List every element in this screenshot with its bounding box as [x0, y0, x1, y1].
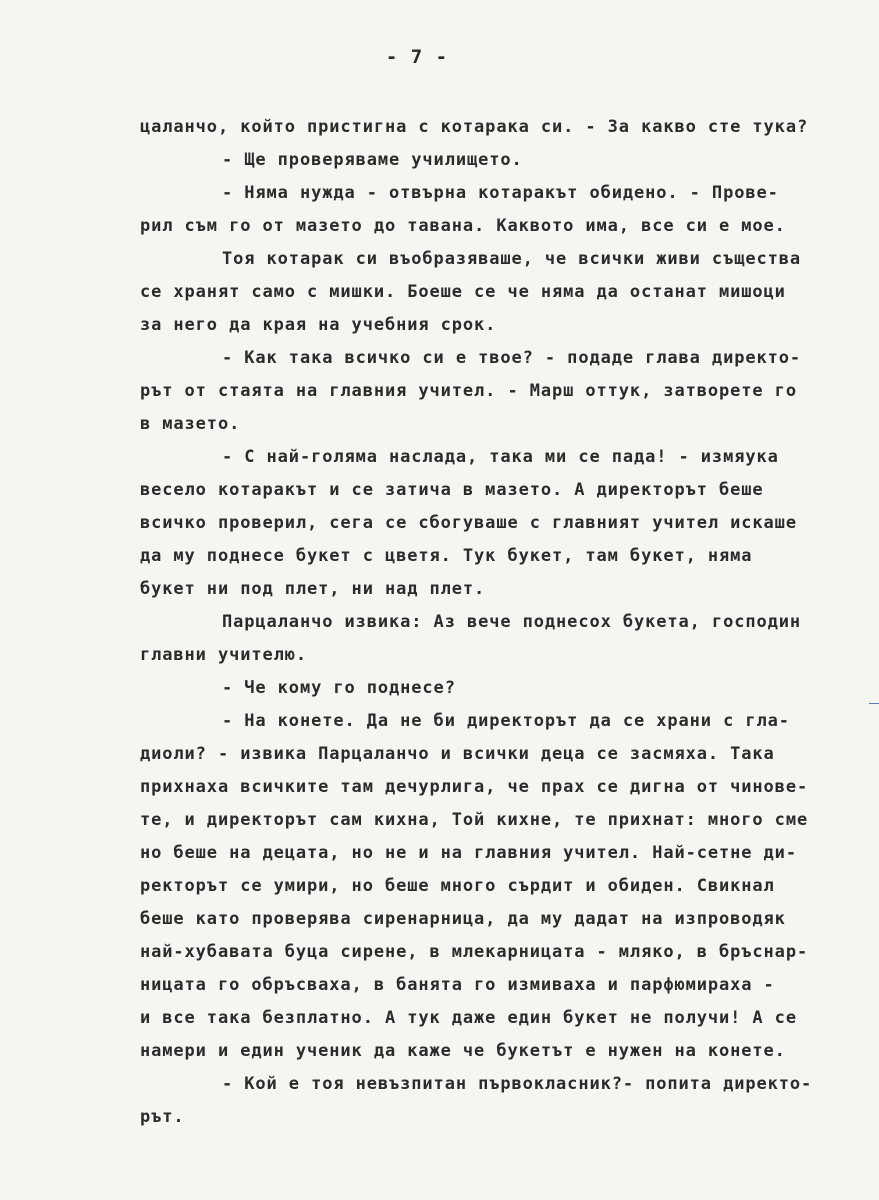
text-line: - С най-голяма наслада, така ми се пада! - измяука	[222, 447, 779, 467]
text-line: ректорът се умири, но беше много сърдит и обиден. Свикнал	[140, 876, 775, 896]
text-line: се хранят само с мишки. Боеше се че няма да останат мишоци	[140, 282, 786, 302]
text-line: диоли? - извика Парцаланчо и всички деца се засмяха. Така	[140, 744, 775, 764]
text-line: най-хубавата буца сирене, в млекарницата - мляко, в бръснар-	[140, 942, 809, 962]
text-line: - Ще проверяваме училището.	[222, 150, 523, 170]
text-line: букет ни под плет, ни над плет.	[140, 579, 486, 599]
text-line: беше като проверява сиренарница, да му дадат на изпроводяк	[140, 909, 786, 929]
text-line: те, и директорът сам кихна, Той кихне, те прихнат: много сме	[140, 810, 809, 830]
text-line: - Че кому го поднесе?	[222, 678, 456, 698]
text-line: - Няма нужда - отвърна котаракът обидено. - Прове-	[222, 183, 779, 203]
text-line: рът.	[140, 1107, 185, 1127]
text-line: цаланчо, който пристигна с котарака си. - За какво сте тука?	[140, 117, 809, 137]
text-line: - Как така всичко си е твое? - подаде глава директо-	[222, 348, 802, 368]
text-line: всичко проверил, сега се сбогуваше с главният учител искаше	[140, 513, 797, 533]
text-line: - На конете. Да не би директорът да се храни с гла-	[222, 711, 790, 731]
text-line: намери и един ученик да каже че букетът е нужен на конете.	[140, 1041, 786, 1061]
page-number: - 7 -	[385, 46, 449, 68]
text-line: весело котаракът и се затича в мазето. А директорът беше	[140, 480, 764, 500]
text-line: рил съм го от мазето до тавана. Каквото има, все си е мое.	[140, 216, 786, 236]
margin-mark	[869, 703, 879, 704]
text-line: - Кой е тоя невъзпитан първокласник?- попита директо-	[222, 1074, 813, 1094]
text-line: за него да края на учебния срок.	[140, 315, 497, 335]
text-line: но беше на децата, но не и на главния учител. Най-сетне ди-	[140, 843, 797, 863]
text-line: рът от стаята на главния учител. - Марш оттук, затворете го	[140, 381, 797, 401]
text-line: главни учителю.	[140, 645, 308, 665]
text-line: Парцаланчо извика: Аз вече поднесох букета, господин	[222, 612, 802, 632]
text-line: прихнаха всичките там дечурлига, че прах се дигна от чинове-	[140, 777, 809, 797]
text-line: ницата го обръсваха, в банята го измиваха и парфюмираха -	[140, 975, 775, 995]
text-line: да му поднесе букет с цветя. Тук букет, там букет, няма	[140, 546, 753, 566]
text-line: Тоя котарак си въобразяваше, че всички живи същества	[222, 249, 802, 269]
text-line: и все така безплатно. А тук даже един букет не получи! А се	[140, 1008, 797, 1028]
text-line: в мазето.	[140, 414, 241, 434]
